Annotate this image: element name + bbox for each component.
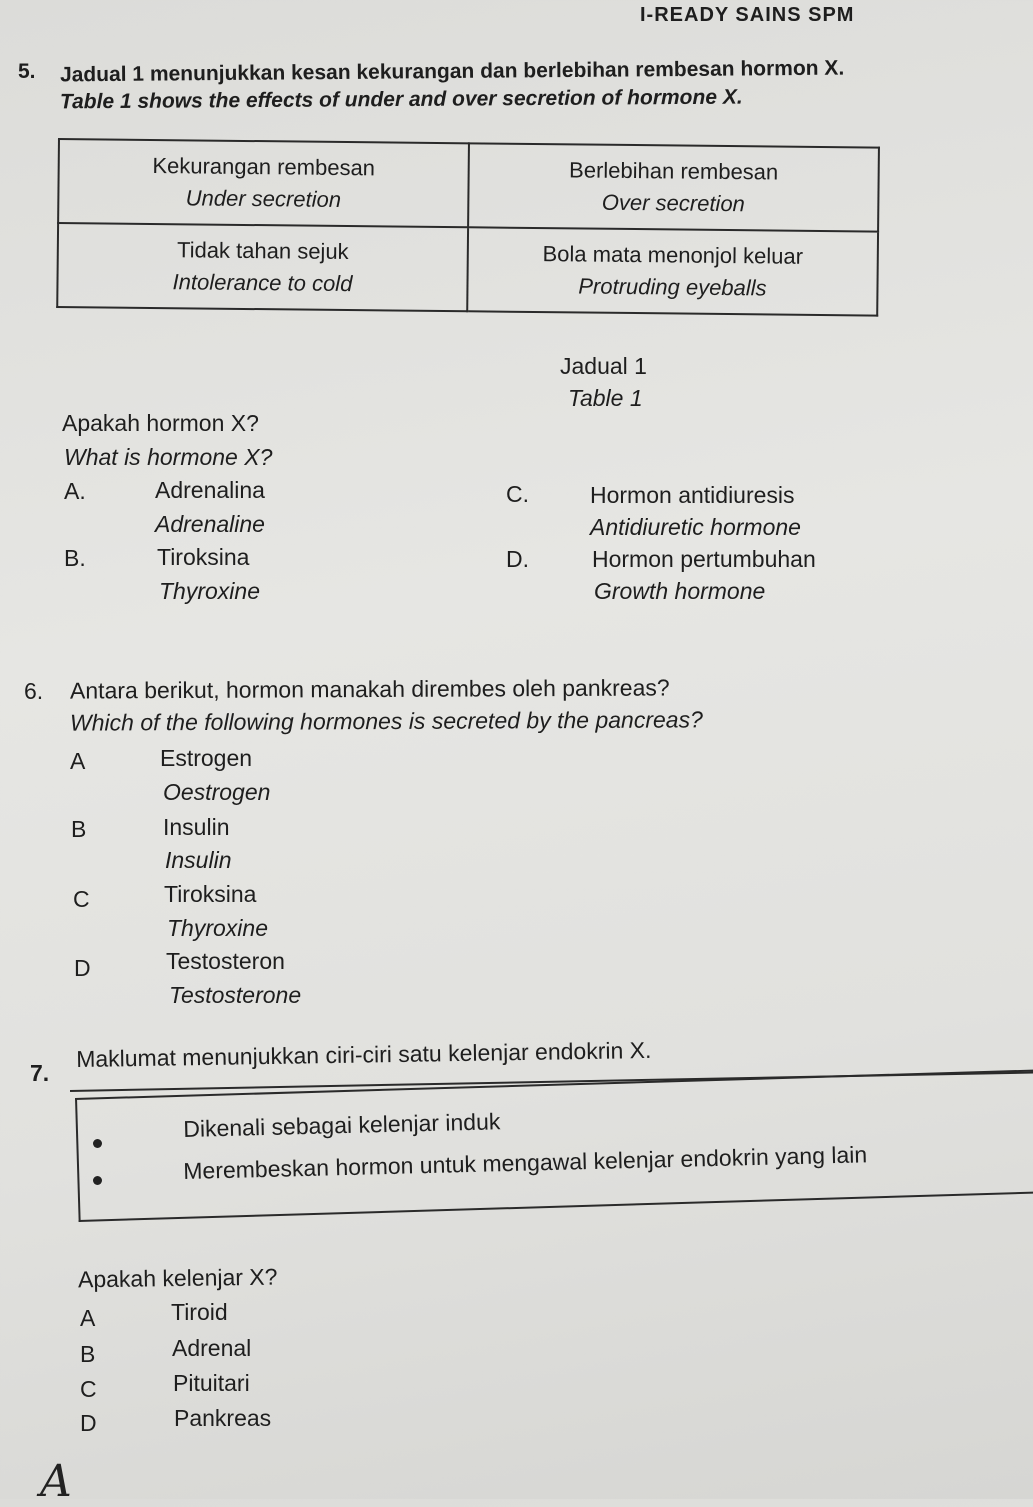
q6-option-b-ms: Insulin — [163, 814, 230, 840]
q5-option-b-letter: B. — [64, 545, 86, 571]
table-caption-ms: Jadual 1 — [560, 353, 647, 379]
q7-option-d-ms: Pankreas — [174, 1405, 272, 1431]
q5-option-c-ms: Hormon antidiuresis — [590, 482, 795, 508]
q6-option-b-letter: B — [71, 816, 87, 842]
q5-option-a-letter: A. — [64, 478, 86, 504]
q6-stem-ms: Antara berikut, hormon manakah dirembes oleh pankreas? — [69, 674, 670, 704]
q5-option-a-en: Adrenaline — [155, 511, 265, 537]
q7-bullet-1: Dikenali sebagai kelenjar induk — [183, 1108, 501, 1142]
q7-option-c-ms: Pituitari — [173, 1370, 250, 1396]
q7-number: 7. — [30, 1060, 50, 1086]
q7-stem-ms: Maklumat menunjukkan ciri-ciri satu kelenjar endokrin X. — [76, 1036, 652, 1072]
q5-option-c-en: Antidiuretic hormone — [590, 514, 801, 540]
table-cell-under — [57, 223, 468, 311]
cell-ms: Bola mata menonjol keluar — [542, 241, 804, 269]
q5-option-c-letter: C. — [506, 481, 529, 507]
info-box — [75, 1068, 1033, 1222]
header-ms: Kekurangan rembesan — [152, 152, 376, 181]
cell-ms: Tidak tahan sejuk — [176, 237, 349, 265]
bullet-icon — [93, 1176, 102, 1185]
q7-option-c-letter: C — [80, 1376, 97, 1402]
q5-option-b-ms: Tiroksina — [157, 544, 250, 570]
q7-question-ms: Apakah kelenjar X? — [77, 1263, 278, 1293]
table-header-over — [468, 143, 879, 231]
table-caption-en: Table 1 — [568, 385, 643, 411]
bullet-icon — [93, 1139, 102, 1148]
q6-option-c-ms: Tiroksina — [164, 881, 257, 907]
handwritten-answer-mark: A — [40, 1456, 72, 1507]
q5-number: 5. — [18, 60, 36, 83]
q5-option-d-letter: D. — [506, 546, 529, 572]
header-ms: Berlebihan rembesan — [568, 157, 779, 185]
q5-option-b-en: Thyroxine — [159, 578, 260, 604]
cell-en: Protruding eyeballs — [578, 273, 767, 301]
hormone-effects-table — [56, 138, 880, 317]
q6-stem-en: Which of the following hormones is secreted by the pancreas? — [69, 706, 703, 736]
q6-option-a-en: Oestrogen — [163, 779, 271, 805]
q7-option-a-ms: Tiroid — [171, 1299, 228, 1325]
header-en: Over secretion — [601, 189, 746, 217]
q7-bullet-2: Merembeskan hormon untuk mengawal kelenjar endokrin yang lain — [183, 1141, 868, 1184]
q6-option-a-letter: A — [70, 748, 86, 774]
q7-option-b-ms: Adrenal — [172, 1335, 252, 1361]
q5-option-d-ms: Hormon pertumbuhan — [592, 546, 816, 572]
q6-option-d-letter: D — [74, 955, 91, 981]
q6-option-c-en: Thyroxine — [167, 915, 268, 941]
q5-question-ms: Apakah hormon X? — [62, 410, 259, 436]
q6-option-d-en: Testosterone — [169, 982, 302, 1008]
q6-option-c-letter: C — [73, 886, 90, 912]
q5-stem-ms: Jadual 1 menunjukkan kesan kekurangan dan berlebihan rembesan hormon X. — [59, 56, 845, 87]
q5-question-en: What is hormone X? — [64, 444, 273, 470]
table-cell-over — [467, 227, 878, 315]
table-header-under — [58, 139, 469, 227]
q5-stem-en: Table 1 shows the effects of under and over secretion of hormone X. — [59, 85, 743, 114]
q5-option-a-ms: Adrenalina — [155, 477, 265, 503]
q7-option-d-letter: D — [80, 1410, 97, 1436]
q6-option-b-en: Insulin — [165, 847, 232, 873]
q5-option-d-en: Growth hormone — [594, 578, 766, 604]
q6-option-a-ms: Estrogen — [160, 745, 253, 771]
q6-option-d-ms: Testosteron — [166, 948, 285, 974]
q6-number: 6. — [24, 678, 44, 704]
cell-en: Intolerance to cold — [172, 269, 353, 297]
header-en: Under secretion — [185, 185, 342, 212]
module-header: I-READY SAINS SPM — [640, 4, 855, 26]
q7-option-a-letter: A — [80, 1305, 96, 1331]
q7-option-b-letter: B — [80, 1341, 96, 1367]
